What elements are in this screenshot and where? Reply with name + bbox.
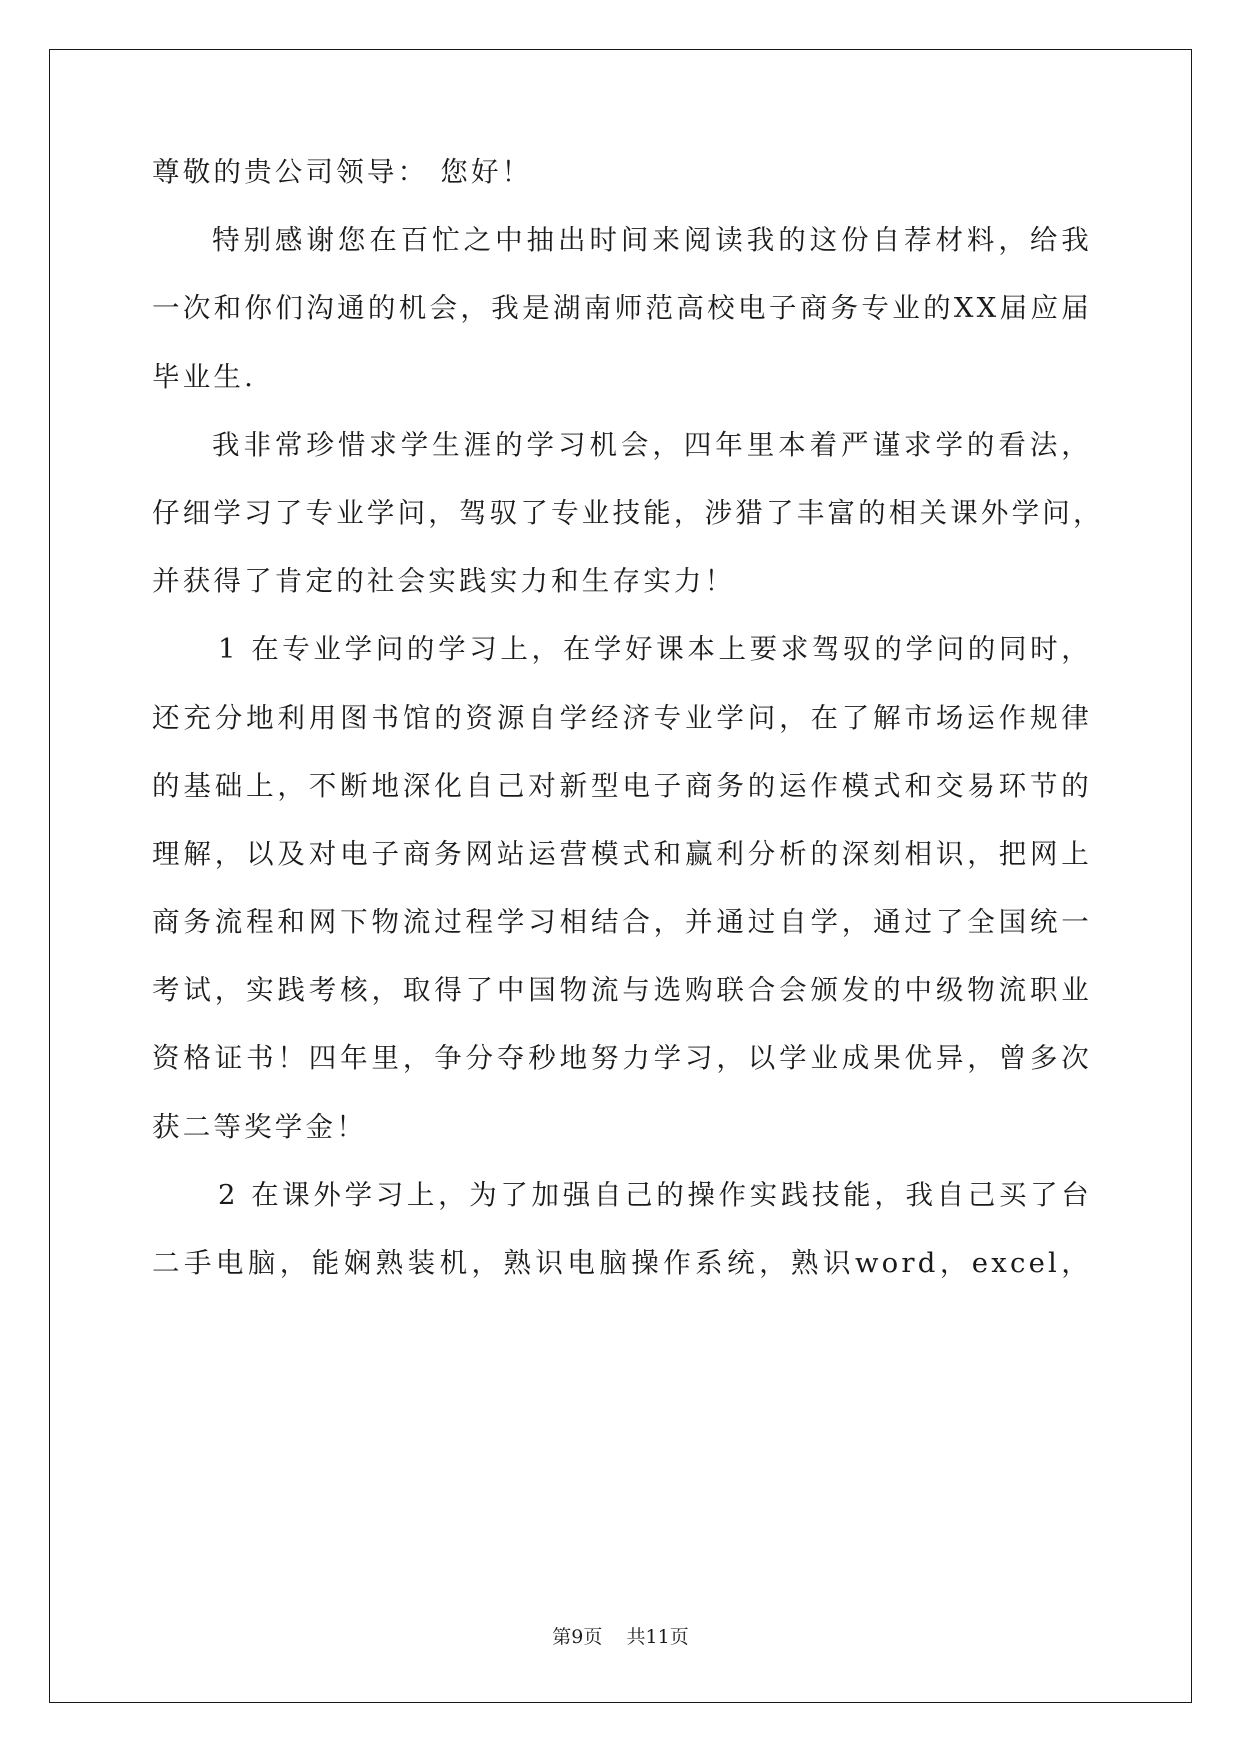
text-line: 的基础上，不断地深化自己对新型电子商务的运作模式和交易环节的 (152, 769, 1092, 802)
text-line: 仔细学习了专业学问，驾驭了专业技能，涉猎了丰富的相关课外学问， (152, 496, 1104, 529)
text-line: 2 在课外学习上，为了加强自己的操作实践技能，我自己买了台 (218, 1178, 1092, 1211)
text-line: 还充分地利用图书馆的资源自学经济专业学问，在了解市场运作规律 (152, 701, 1092, 734)
text-line: 我非常珍惜求学生涯的学习机会，四年里本着严谨求学的看法， (212, 428, 1092, 461)
page-number-footer: 第9页 共11页 (552, 1626, 689, 1648)
document-body (152, 152, 1104, 1311)
text-line: 尊敬的贵公司领导： 您好！ (152, 156, 533, 188)
text-line: 1 在专业学问的学习上，在学好课本上要求驾驭的学问的同时， (218, 633, 1092, 666)
text-line: 资格证书！四年里，争分夺秒地努力学习，以学业成果优异，曾多次 (152, 1042, 1092, 1075)
text-line: 商务流程和网下物流过程学习相结合，并通过自学，通过了全国统一 (152, 906, 1092, 939)
text-line: 一次和你们沟通的机会，我是湖南师范高校电子商务专业的XX届应届 (152, 292, 1092, 325)
text-line: 获二等奖学金！ (152, 1110, 367, 1143)
text-line: 并获得了肯定的社会实践实力和生存实力！ (152, 565, 736, 598)
text-line: 二手电脑，能娴熟装机，熟识电脑操作系统，熟识word，excel， (152, 1247, 1092, 1279)
text-line: 考试，实践考核，取得了中国物流与选购联合会颁发的中级物流职业 (152, 974, 1092, 1007)
text-line: 毕业生. (152, 360, 257, 393)
text-line: 特别感谢您在百忙之中抽出时间来阅读我的这份自荐材料，给我 (212, 224, 1092, 257)
text-line: 理解，以及对电子商务网站运营模式和赢利分析的深刻相识，把网上 (152, 837, 1092, 870)
